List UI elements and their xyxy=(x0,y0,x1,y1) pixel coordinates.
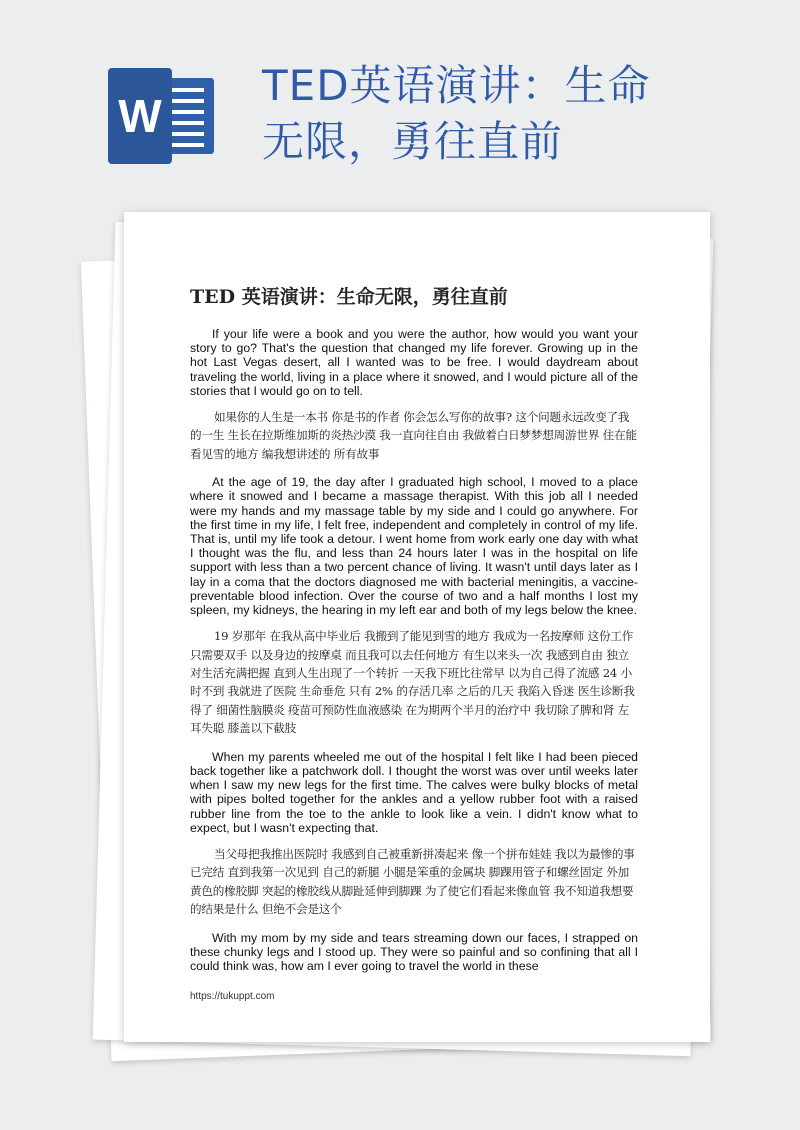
footer-url[interactable]: https://tukuppt.com xyxy=(190,991,275,1002)
paragraph-english: At the age of 19, the day after I graduated high school, I moved to a place where it snowed and I became a massage therapist. With this job all I needed were my hands and my massage table by my side and I could go anywhere. For the first time in my life, I felt free, independent and completely in control of my life. That is, until my life took a detour. I went home from work early one day with what I thought was the flu, and less than 24 hours later I was in the hospital on life support with less than a two percent chance of living. It wasn't until days later as I lay in a coma that the doctors diagnosed me with bacterial meningitis, a vaccine-preventable blood infection. Over the course of two and a half months I lost my spleen, my kidneys, the hearing in my left ear and both of my legs below the knee. xyxy=(190,475,638,618)
paragraph-chinese: 19 岁那年 在我从高中毕业后 我搬到了能见到雪的地方 我成为一名按摩师 这份工作只需要双手 以及身边的按摩桌 而且我可以去任何地方 有生以来头一次 我感到自由 独立 对生活充满把握 直到人生出现了一个转折 一天我下班比往常早 以为自己得了流感 24 小时不到 我就进了医院 生命垂危 只有 2% 的存活几率 之后的几天 我陷入昏迷 医生诊断我得了 细菌性脑膜炎 疫苗可预防性血液感染 在为期两个半月的治疗中 我切除了脾和肾 左耳失聪 膝盖以下截肢 xyxy=(190,629,635,736)
document-title: TED 英语演讲：生命无限，勇往直前 xyxy=(190,286,508,308)
paragraph-chinese: 当父母把我推出医院时 我感到自己被重新拼凑起来 像一个拼布娃娃 我以为最惨的事已完结 直到我第一次见到 自己的新腿 小腿是笨重的金属块 脚踝用管子和螺丝固定 外加黄色的橡胶脚 突起的橡胶线从脚趾延伸到脚踝 为了使它们看起来像血管 我不知道我想要的结果是什么 但绝不会是这个 xyxy=(190,846,635,917)
banner-title: TED英语演讲：生命无限，勇往直前 xyxy=(262,61,651,166)
word-document-icon xyxy=(108,68,218,164)
document-body xyxy=(190,327,638,983)
word-letter-badge: W xyxy=(108,68,172,164)
paragraph-english: With my mom by my side and tears streaming down our faces, I strapped on these chunky legs and I stood up. They were so painful and so confining that all I could think was, how am I ever going to travel the world in these xyxy=(190,930,638,973)
paragraph-english: If your life were a book and you were the author, how would you want your story to go? That's the question that changed my life forever. Growing up in the hot Last Vegas desert, all I wanted was to be free. I would daydream about traveling the world, living in a place where it snowed, and I would picture all of the stories that I would go on to tell. xyxy=(190,327,638,398)
paragraph-english: When my parents wheeled me out of the hospital I felt like I had been pieced back together like a patchwork doll. I thought the worst was over until weeks later when I saw my new legs for the first time. The calves were bulky blocks of metal with pipes bolted together for the ankles and a yellow rubber foot with a raised rubber line from the toe to the ankle to look like a vein. I didn't know what to expect, but I wasn't expecting that. xyxy=(190,749,638,835)
paragraph-chinese: 如果你的人生是一本书 你是书的作者 你会怎么写你的故事? 这个问题永远改变了我的一生 生长在拉斯维加斯的炎热沙漠 我一直向往自由 我做着白日梦梦想周游世界 住在能看见雪的地方 编我想讲述的 所有故事 xyxy=(190,410,637,461)
